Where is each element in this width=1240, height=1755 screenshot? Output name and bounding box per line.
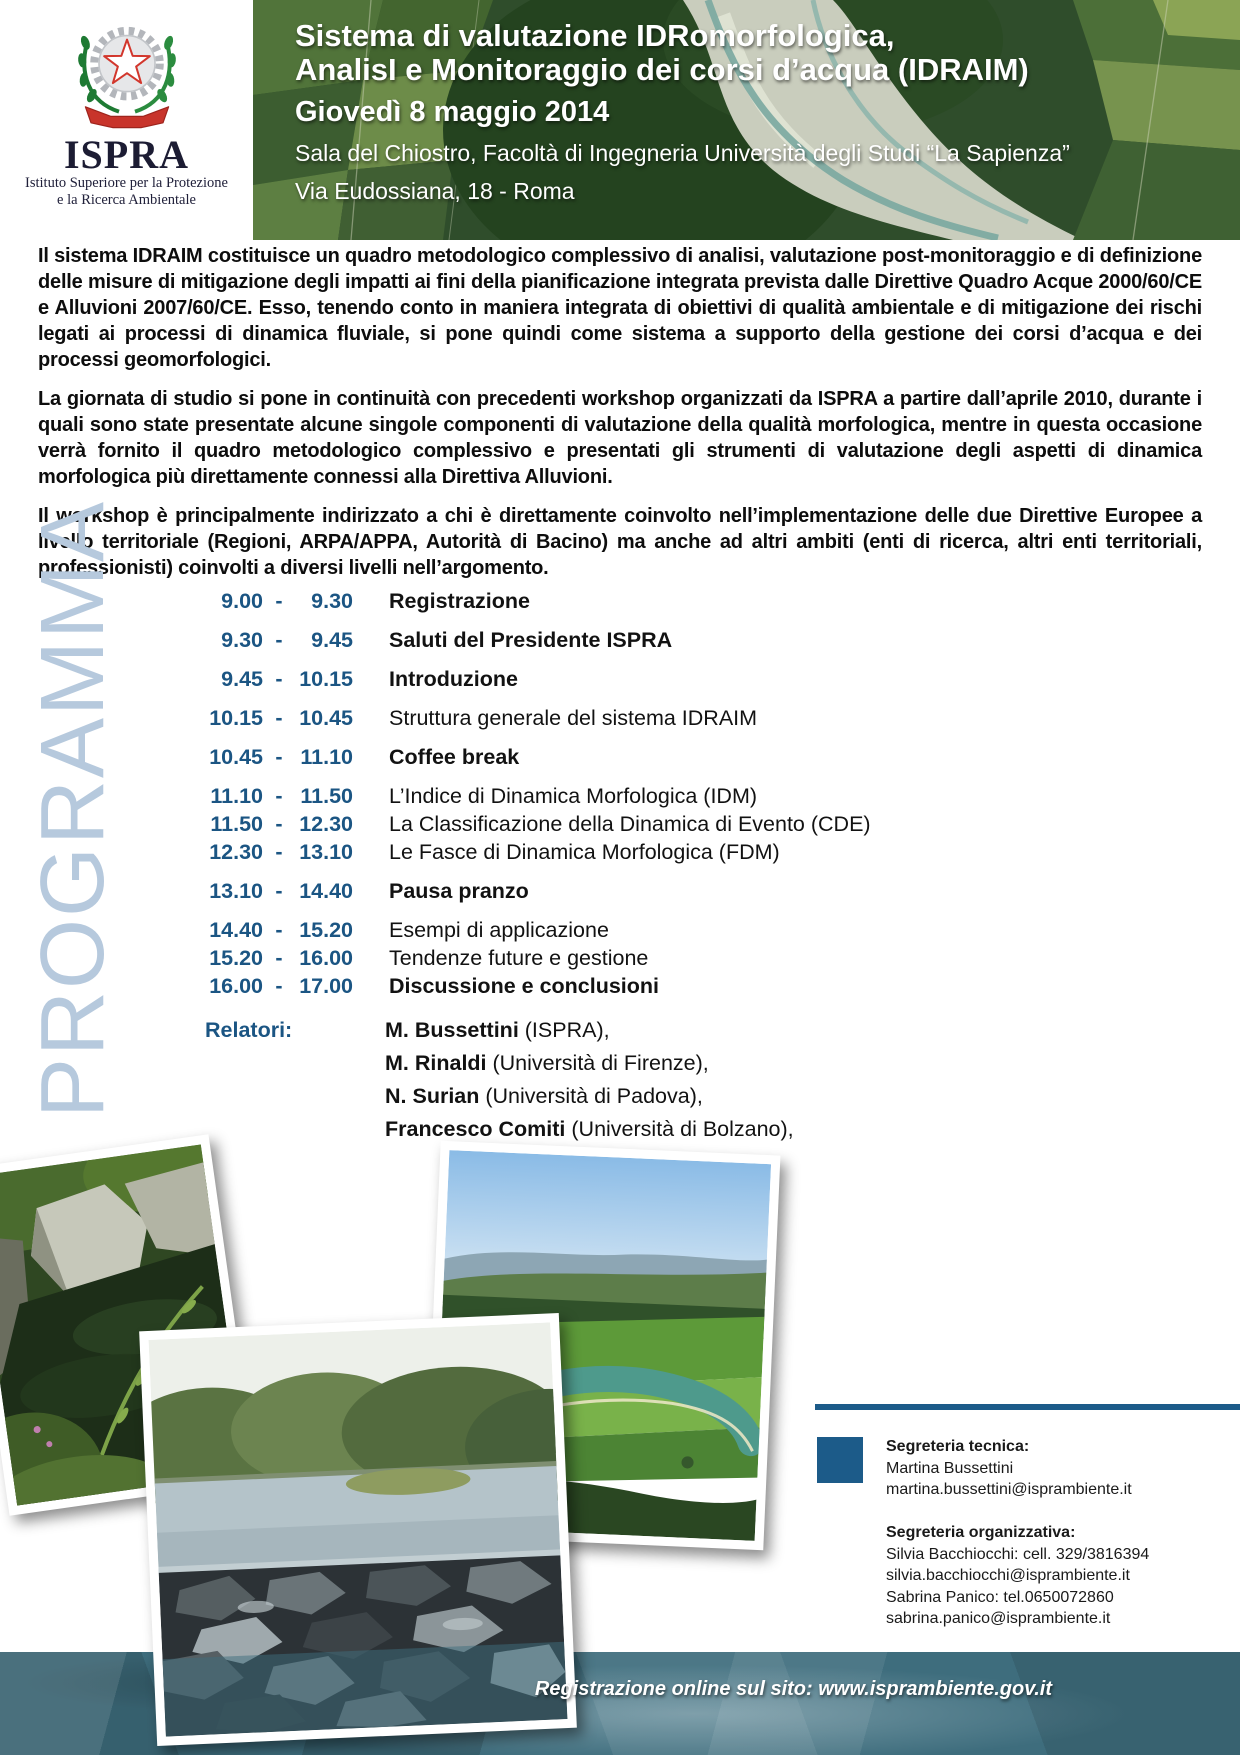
speaker-affiliation: (Università di Bolzano), — [571, 1117, 794, 1141]
speaker-affiliation: (Università di Padova), — [485, 1084, 703, 1108]
schedule-row — [205, 705, 1065, 731]
photo-rocky-riverbed — [139, 1313, 577, 1746]
time-start: 9.45 — [221, 667, 263, 691]
schedule-item-label: Coffee break — [389, 745, 520, 769]
schedule-row — [205, 627, 1065, 653]
schedule-item-label: Struttura generale del sistema IDRAIM — [389, 706, 758, 730]
schedule-item-label: Registrazione — [389, 589, 530, 613]
contact-line: silvia.bacchiocchi@isprambiente.it — [886, 1567, 1130, 1584]
speaker-affiliation: (ISPRA), — [524, 1018, 610, 1042]
segreteria-tecnica-block — [886, 1436, 1236, 1501]
schedule-row — [205, 783, 1065, 809]
time-end: 15.20 — [299, 918, 353, 942]
intro-paragraph-1: Il sistema IDRAIM costituisce un quadro metodologico complessivo di analisi, valutazione post-monitoraggio e di definizione delle misure di mitigazione degli impatti ai fini della pianificazione integrata prevista dalle Direttive Quadro Acque 2000/60/CE e Alluvioni 2007/60/CE. Esso, tenendo conto in maniera integrata di obiettivi di qualità ambientale e di mitigazione dei rischi legati ai processi di dinamica fluviale, si pone quindi come sistema a supporto della gestione dei corsi d’acqua e dei processi geomorfologici. — [38, 245, 1202, 371]
time-end: 10.15 — [299, 667, 353, 691]
schedule-item-label: Esempi di applicazione — [389, 918, 609, 942]
event-title-line2: AnalisI e Monitoraggio dei corsi d’acqua (IDRAIM) — [295, 52, 1029, 87]
contact-line: Martina Bussettini — [886, 1459, 1014, 1477]
time-end: 10.45 — [299, 706, 353, 730]
time-separator: - — [275, 918, 283, 942]
segreteria-organizzativa-title: Segreteria organizzativa: — [886, 1524, 1076, 1541]
time-start: 11.50 — [210, 812, 263, 836]
speaker-name: M. Rinaldi — [385, 1051, 493, 1075]
time-start: 14.40 — [209, 918, 263, 942]
schedule-item-label: Pausa pranzo — [389, 879, 529, 903]
time-separator: - — [275, 784, 283, 808]
speaker-name: M. Bussettini — [385, 1018, 525, 1042]
contact-line: martina.bussettini@isprambiente.it — [886, 1481, 1132, 1498]
time-separator: - — [275, 840, 283, 864]
contacts-divider-rule — [815, 1404, 1240, 1410]
segreteria-organizzativa-lines — [886, 1544, 1236, 1630]
schedule-item-label: Introduzione — [389, 667, 518, 691]
time-end: 14.40 — [299, 879, 353, 903]
schedule-item-label: L’Indice di Dinamica Morfologica (IDM) — [389, 784, 758, 808]
speaker-name: N. Surian — [385, 1084, 486, 1108]
time-start: 15.20 — [209, 946, 263, 970]
time-start: 11.10 — [210, 784, 263, 808]
time-end: 11.50 — [300, 784, 353, 808]
header-aerial-photo — [253, 0, 1240, 240]
logo-subtitle-line2: e la Ricerca Ambientale — [57, 192, 196, 208]
italy-emblem-icon — [71, 14, 183, 134]
speaker-row — [385, 1047, 794, 1080]
time-separator: - — [275, 667, 283, 691]
time-start: 10.15 — [209, 706, 263, 730]
schedule-row — [205, 588, 1065, 614]
time-end: 17.00 — [299, 974, 353, 998]
time-start: 13.10 — [209, 879, 263, 903]
time-separator: - — [275, 879, 283, 903]
time-end: 9.30 — [311, 589, 353, 613]
contacts-marker-square — [817, 1437, 863, 1483]
intro-paragraph-3: Il workshop è principalmente indirizzato a chi è direttamente coinvolto nell’implementazione delle due Direttive Europee a livello territoriale (Regioni, ARPA/APPA, Autorità di Bacino) ma anche ad altri ambiti (enti di ricerca, altri enti territoriali, professionisti) coinvolti a diversi livelli nell’argomento. — [38, 505, 1202, 579]
schedule-row — [205, 744, 1065, 770]
time-separator: - — [275, 589, 283, 613]
event-title-line1: Sistema di valutazione IDRomorfologica, — [295, 18, 895, 53]
schedule-item-label: Tendenze future e gestione — [389, 946, 649, 970]
ispra-logo — [0, 0, 253, 240]
schedule-item-label: Discussione e conclusioni — [389, 974, 660, 998]
logo-wordmark: ISPRA — [63, 132, 190, 177]
time-end: 13.10 — [299, 840, 353, 864]
schedule-item-label: Le Fasce di Dinamica Morfologica (FDM) — [389, 840, 780, 864]
intro-section — [38, 243, 1202, 594]
event-address: Via Eudossiana, 18 - Roma — [295, 178, 575, 204]
time-separator: - — [275, 706, 283, 730]
event-venue: Sala del Chiostro, Facoltà di Ingegneria Università degli Studi “La Sapienza” — [295, 140, 1070, 166]
speaker-row — [385, 1080, 794, 1113]
schedule-row — [205, 878, 1065, 904]
time-start: 9.00 — [221, 589, 263, 613]
event-date: Giovedì 8 maggio 2014 — [295, 96, 610, 128]
contact-line: sabrina.panico@isprambiente.it — [886, 1610, 1111, 1627]
schedule-row — [205, 917, 1065, 943]
schedule-row — [205, 811, 1065, 837]
speaker-affiliation: (Università di Firenze), — [492, 1051, 709, 1075]
time-start: 9.30 — [221, 628, 263, 652]
schedule-item-label: La Classificazione della Dinamica di Evento (CDE) — [389, 812, 871, 836]
time-separator: - — [275, 745, 283, 769]
time-end: 9.45 — [311, 628, 353, 652]
speakers-list — [385, 1014, 794, 1146]
time-start: 12.30 — [209, 840, 263, 864]
schedule-row — [205, 945, 1065, 971]
relatori-block — [205, 1014, 794, 1146]
schedule-list — [205, 588, 1065, 1012]
time-end: 16.00 — [299, 946, 353, 970]
segreteria-tecnica-lines — [886, 1458, 1236, 1501]
intro-paragraph-2: La giornata di studio si pone in continuità con precedenti workshop organizzati da ISPRA a partire dall’aprile 2010, durante i quali sono state presentate alcune singole componenti di valutazione della qualità morfologica, mentre in questa occasione verrà fornito il quadro metodologico complessivo e presentati gli strumenti di valutazione degli aspetti di dinamica morfologica più direttamente connessi alla Direttiva Alluvioni. — [38, 388, 1202, 488]
programma-side-label: PROGRAMMA — [23, 499, 123, 1118]
schedule-row — [205, 839, 1065, 865]
segreteria-tecnica-title: Segreteria tecnica: — [886, 1438, 1030, 1455]
time-start: 16.00 — [209, 974, 263, 998]
time-end: 11.10 — [300, 745, 353, 769]
time-end: 12.30 — [299, 812, 353, 836]
time-separator: - — [275, 946, 283, 970]
time-separator: - — [275, 812, 283, 836]
logo-subtitle-line1: Istituto Superiore per la Protezione — [25, 175, 228, 191]
time-separator: - — [275, 974, 283, 998]
relatori-label: Relatori: — [205, 1018, 293, 1042]
schedule-item-label: Saluti del Presidente ISPRA — [389, 628, 673, 652]
contact-line: Sabrina Panico: tel.0650072860 — [886, 1588, 1114, 1606]
speaker-row — [385, 1014, 794, 1047]
time-separator: - — [275, 628, 283, 652]
contact-line: Silvia Bacchiocchi: cell. 329/3816394 — [886, 1545, 1150, 1563]
schedule-row — [205, 666, 1065, 692]
segreteria-organizzativa-block — [886, 1522, 1236, 1630]
schedule-row — [205, 973, 1065, 999]
registration-url-text: Registrazione online sul sito: www.isprambiente.gov.it — [534, 1678, 1052, 1700]
time-start: 10.45 — [209, 745, 263, 769]
speaker-name: Francesco Comiti — [385, 1117, 572, 1141]
